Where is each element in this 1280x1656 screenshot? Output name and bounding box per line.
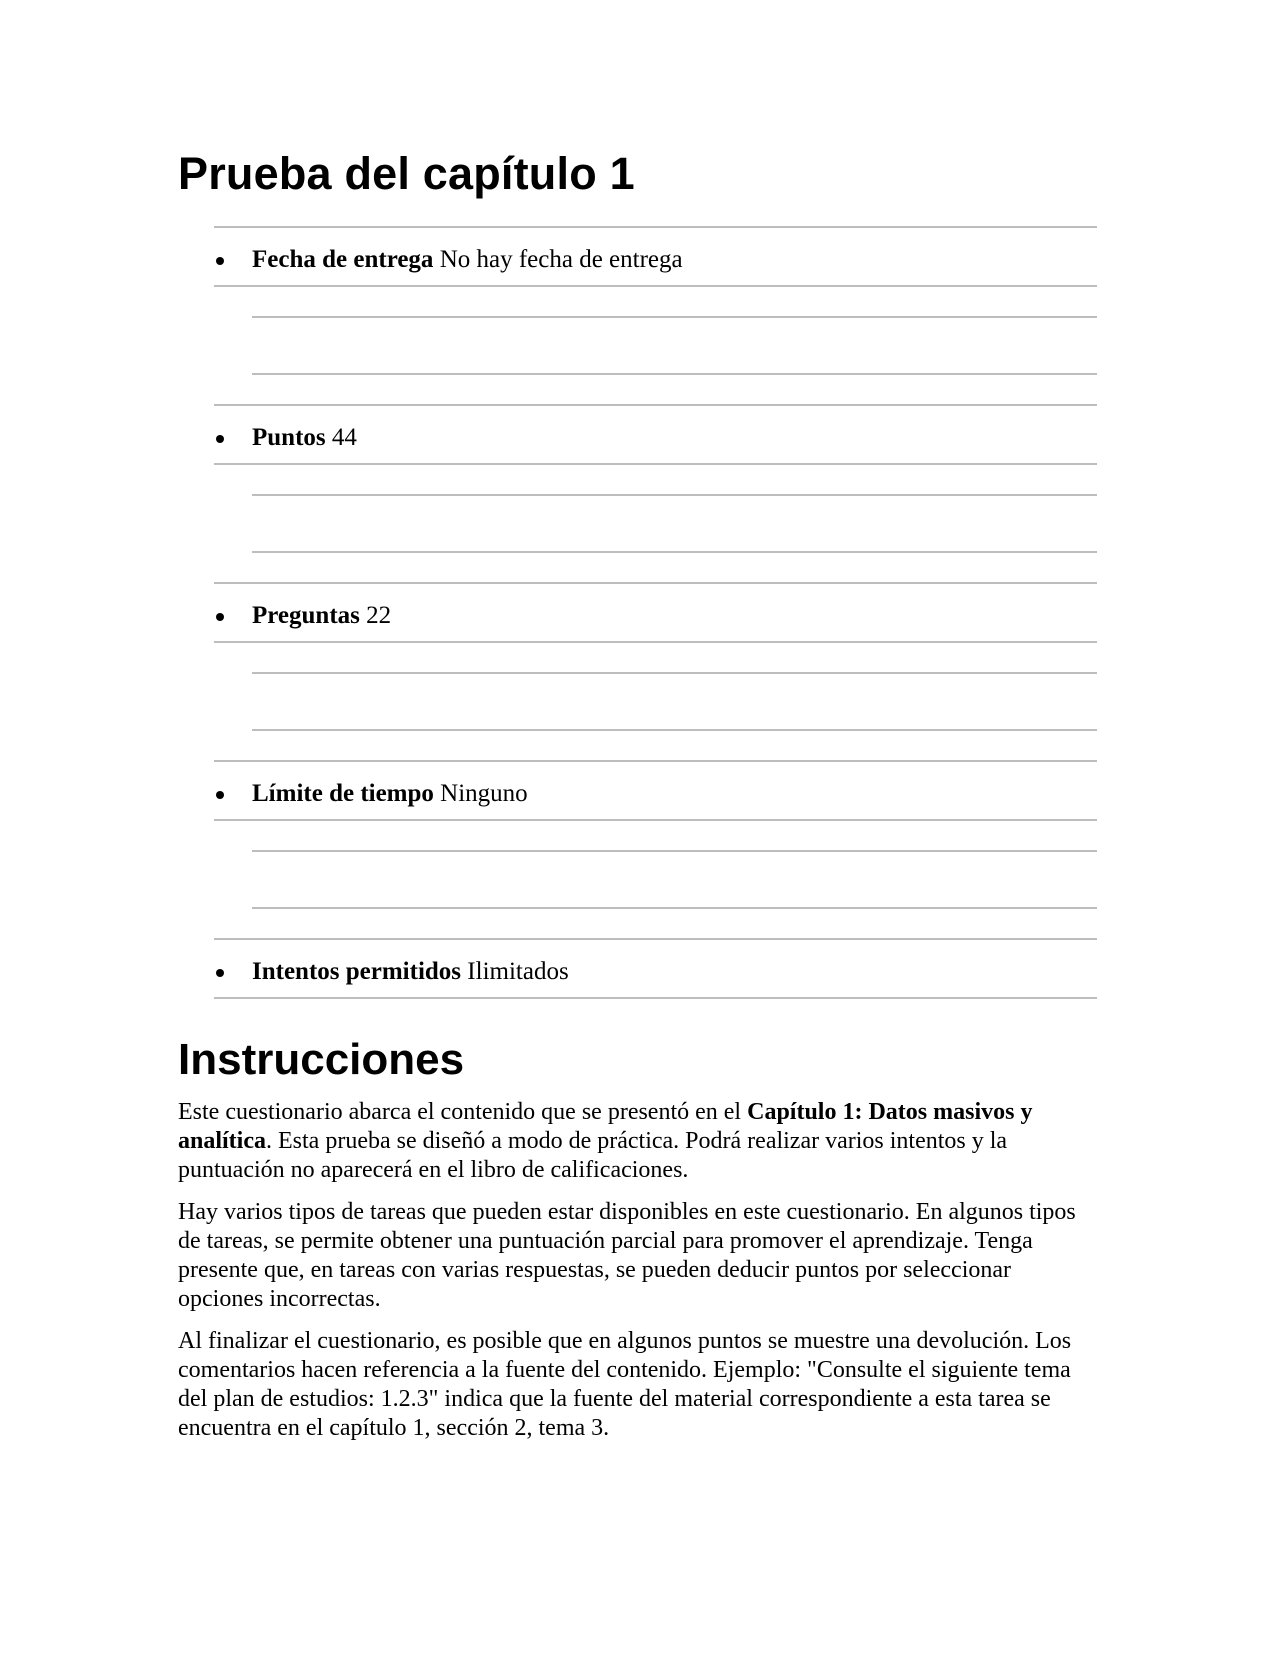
divider: [214, 226, 1097, 228]
detail-value: 22: [366, 602, 392, 629]
detail-value: Ninguno: [440, 780, 528, 807]
bullet-icon: [216, 791, 224, 799]
detail-value: No hay fecha de entrega: [439, 246, 683, 273]
divider: [252, 672, 1097, 674]
divider: [214, 938, 1097, 940]
detail-value: 44: [331, 424, 357, 451]
divider: [252, 494, 1097, 496]
instructions-heading: Instrucciones: [178, 1035, 465, 1084]
divider: [252, 551, 1097, 553]
divider: [214, 641, 1097, 643]
divider: [252, 907, 1097, 909]
divider: [252, 850, 1097, 852]
detail-label: Intentos permitidos: [252, 958, 462, 985]
detail-label: Puntos: [252, 424, 326, 451]
detail-time-limit: [214, 776, 1097, 812]
detail-questions: [214, 598, 1097, 634]
detail-label: Preguntas: [252, 602, 360, 629]
detail-label: Fecha de entrega: [252, 246, 434, 273]
divider: [252, 729, 1097, 731]
divider: [252, 373, 1097, 375]
bullet-icon: [216, 613, 224, 621]
page-title: Prueba del capítulo 1: [178, 148, 635, 199]
instructions-paragraph-3: Al finalizar el cuestionario, es posible que en algunos puntos se muestre una devolución. Los comentarios hacen referencia a la fuente del contenido. Ejemplo: "Consulte el siguiente tema del plan de estudios: 1.2.3" indica que la fuente del material correspondiente a esta tarea se encuentra en el capítulo 1, sección 2, tema 3.: [178, 1328, 1072, 1441]
chapter-name: Capítulo 1: Datos masivos y analítica: [178, 1099, 1033, 1154]
detail-due-date: [214, 242, 1097, 278]
divider: [214, 760, 1097, 762]
detail-points: [214, 420, 1097, 456]
bullet-icon: [216, 257, 224, 265]
bullet-icon: [216, 969, 224, 977]
paragraph-text: Este cuestionario abarca el contenido que se presentó en el: [178, 1099, 748, 1125]
divider: [252, 316, 1097, 318]
instructions-paragraph-2: Hay varios tipos de tareas que pueden estar disponibles en este cuestionario. En algunos tipos de tareas, se permite obtener una puntuación parcial para promover el aprendizaje. Tenga presente que, en tareas con varias respuestas, se pueden deducir puntos por seleccionar opciones incorrectas.: [178, 1199, 1076, 1312]
bullet-icon: [216, 435, 224, 443]
divider: [214, 404, 1097, 406]
divider: [214, 285, 1097, 287]
paragraph-text: . Esta prueba se diseñó a modo de práctica. Podrá realizar varios intentos y la puntuación no aparecerá en el libro de calificaciones.: [178, 1128, 1008, 1183]
divider: [214, 997, 1097, 999]
divider: [214, 819, 1097, 821]
detail-attempts: [214, 954, 1097, 990]
divider: [214, 582, 1097, 584]
detail-value: Ilimitados: [467, 958, 569, 985]
divider: [214, 463, 1097, 465]
instructions-paragraph-1: [178, 1098, 1098, 1185]
detail-label: Límite de tiempo: [252, 780, 434, 807]
